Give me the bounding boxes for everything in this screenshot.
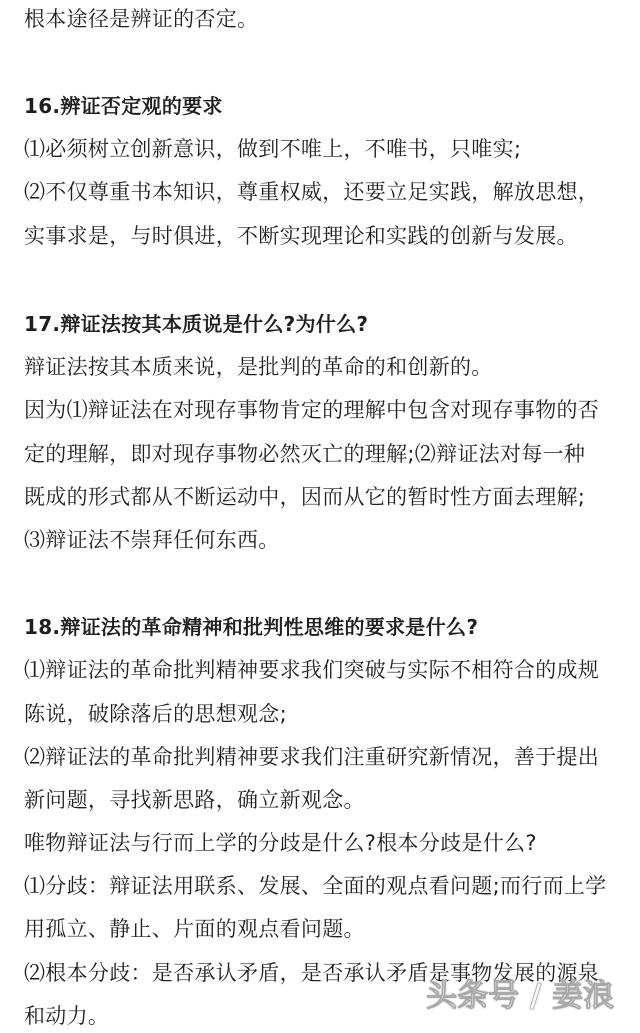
text-line: 既成的形式都从不断运动中，因而从它的暂时性方面去理解; [24,485,586,509]
text-line: ⑴辩证法的革命批判精神要求我们突破与实际不相符合的成规 [24,658,600,682]
text-line: ⑵辩证法的革命批判精神要求我们注重研究新情况，善于提出 [24,745,600,769]
text-line: 根本途径是辨证的否定。 [24,7,259,31]
text-line: 新问题，寻找新思路，确立新观念。 [24,788,365,812]
text-line: ⑵不仅尊重书本知识，尊重权威，还要立足实践，解放思想， [24,180,600,204]
text-line: ⑵根本分歧：是否承认矛盾，是否承认矛盾是事物发展的源泉 [24,961,600,985]
text-line: 因为⑴辩证法在对现存事物肯定的理解中包含对现存事物的否 [24,398,600,422]
section-heading-18: 18.辩证法的革命精神和批判性思维的要求是什么? [24,615,479,639]
watermark: 头条号 / 姜浪 [426,978,614,1014]
text-line: 定的理解，即对现存事物必然灭亡的理解;⑵辩证法对每一种 [24,442,586,466]
text-line: 辩证法按其本质来说，是批判的革命的和创新的。 [24,355,493,379]
text-line: ⑴必须树立创新意识，做到不唯上，不唯书，只唯实; [24,137,522,161]
text-line: ⑶辩证法不崇拜任何东西。 [24,528,280,552]
section-heading-16: 16.辨证否定观的要求 [24,94,223,118]
text-line: 实事求是，与时俱进，不断实现理论和实践的创新与发展。 [24,224,578,248]
text-line: 和动力。 [24,1004,110,1028]
text-line: ⑴分歧：辩证法用联系、发展、全面的观点看问题;而行而上学 [24,874,607,898]
text-line: 陈说，破除落后的思想观念; [24,702,287,726]
text-line: 用孤立、静止、片面的观点看问题。 [24,917,365,941]
section-heading-17: 17.辩证法按其本质说是什么?为什么? [24,312,369,336]
text-line: 唯物辩证法与行而上学的分歧是什么?根本分歧是什么? [24,831,537,855]
